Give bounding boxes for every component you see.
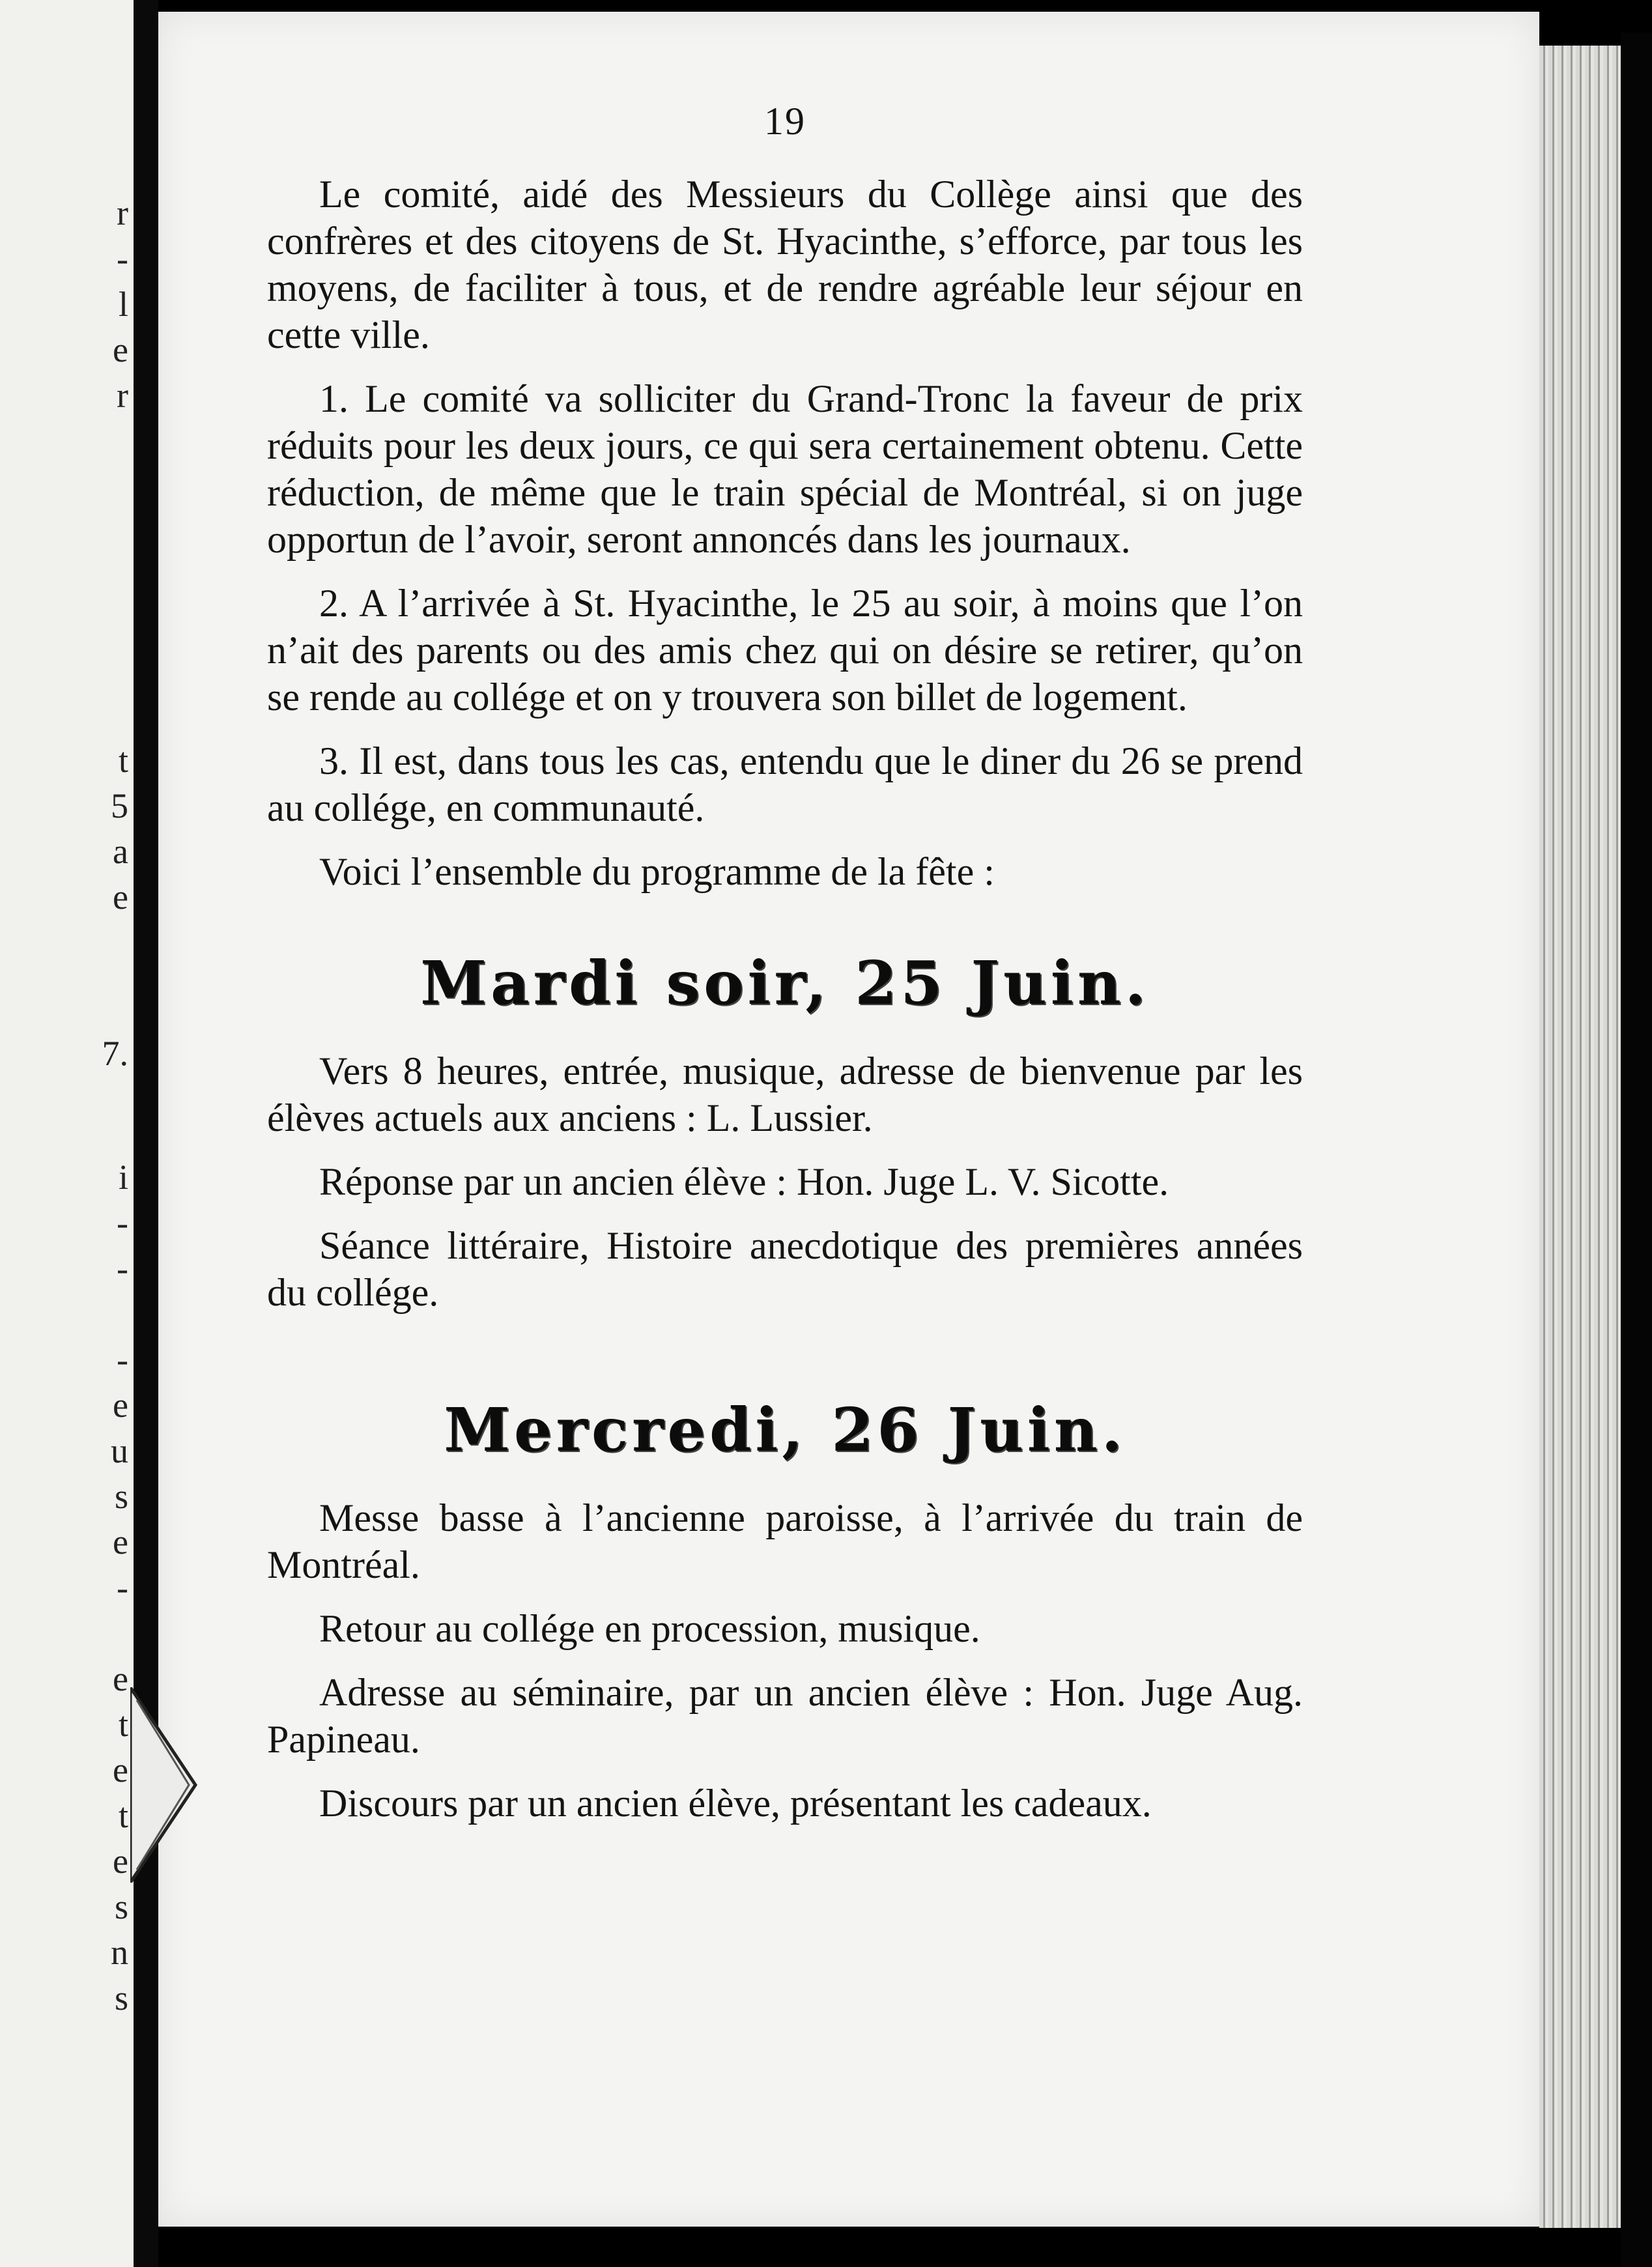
paper-fold-mark — [130, 1687, 202, 1883]
wednesday-paragraph: Retour au collége en procession, musique. — [319, 1607, 980, 1650]
programme-intro: Voici l’ensemble du programme de la fête : — [319, 850, 995, 893]
facing-page-char: - — [117, 1203, 128, 1242]
list-item: 1. Le comité va solliciter du Grand-Tronc la faveur de prix réduits pour les deux jours, ce qui sera certainement obtenu. Cette réduction, de même que le train spécial de Montréal, si on juge opportun de l’avoir, seront annoncés dans les journaux. — [267, 377, 1303, 561]
facing-page-char: - — [117, 239, 128, 278]
facing-page-char: t — [118, 1705, 128, 1744]
facing-page-char: e — [113, 1386, 128, 1425]
intro-paragraph: Le comité, aidé des Messieurs du Collège ainsi que des confrères et des citoyens de St. Hyacinthe, s’efforce, par tous les moyens, de faciliter à tous, et de rendre agréable leur séjour en cette ville. — [267, 173, 1303, 356]
book-gutter — [134, 0, 158, 2267]
page-stack-edges — [1539, 46, 1621, 2228]
section-heading-wednesday: Mercredi, 26 Juin. — [444, 1395, 1126, 1465]
facing-page-char: t — [118, 741, 128, 780]
facing-page-char: s — [114, 1978, 128, 2017]
facing-page-char: - — [117, 1568, 128, 1607]
facing-page-char: n — [111, 1933, 128, 1972]
page-number: 19 — [764, 100, 806, 143]
list-item: 2. A l’arrivée à St. Hyacinthe, le 25 au soir, à moins que l’on n’ait des parents ou des amis chez qui on désire se retirer, qu’on se rende au collége et on y trouvera son billet de logement. — [267, 582, 1303, 719]
facing-page-char: e — [113, 1659, 128, 1698]
facing-page-char: t — [118, 1796, 128, 1835]
wednesday-paragraph: Discours par un ancien élève, présentant les cadeaux. — [319, 1782, 1152, 1825]
facing-page-char: - — [117, 1340, 128, 1379]
facing-page-char: i — [118, 1158, 128, 1197]
facing-page-char: a — [113, 832, 128, 871]
facing-page-char: r — [117, 376, 128, 415]
facing-page-char: - — [117, 1249, 128, 1288]
list-item: 3. Il est, dans tous les cas, entendu que le diner du 26 se prend au collége, en communauté. — [267, 739, 1303, 829]
facing-page-char: e — [113, 877, 128, 917]
section-heading-tuesday: Mardi soir, 25 Juin. — [420, 948, 1150, 1018]
facing-page-char: e — [113, 1522, 128, 1561]
facing-page-char: s — [114, 1887, 128, 1926]
page-stack-shadow — [1621, 33, 1652, 2267]
facing-page-char: l — [118, 285, 128, 324]
wednesday-paragraph: Messe basse à l’ancienne paroisse, à l’arrivée du train de Montréal. — [267, 1496, 1303, 1586]
facing-page-strip — [0, 0, 134, 2267]
tuesday-paragraph: Réponse par un ancien élève : Hon. Juge L. V. Sicotte. — [319, 1160, 1169, 1203]
facing-page-char: s — [114, 1477, 128, 1516]
facing-page-char: 7. — [102, 1034, 128, 1073]
page-content — [267, 98, 1303, 1844]
facing-page-char: 5 — [111, 786, 128, 825]
facing-page-char: u — [111, 1431, 128, 1470]
facing-page-char: e — [113, 1842, 128, 1881]
tuesday-paragraph: Vers 8 heures, entrée, musique, adresse de bienvenue par les élèves actuels aux anciens : L. Lussier. — [267, 1049, 1303, 1139]
tuesday-paragraph: Séance littéraire, Histoire anecdotique des premières années du collége. — [267, 1224, 1303, 1314]
wednesday-paragraph: Adresse au séminaire, par un ancien élève : Hon. Juge Aug. Papineau. — [267, 1671, 1303, 1761]
facing-page-char: r — [117, 193, 128, 233]
facing-page-char: e — [113, 330, 128, 369]
facing-page-char: e — [113, 1750, 128, 1789]
